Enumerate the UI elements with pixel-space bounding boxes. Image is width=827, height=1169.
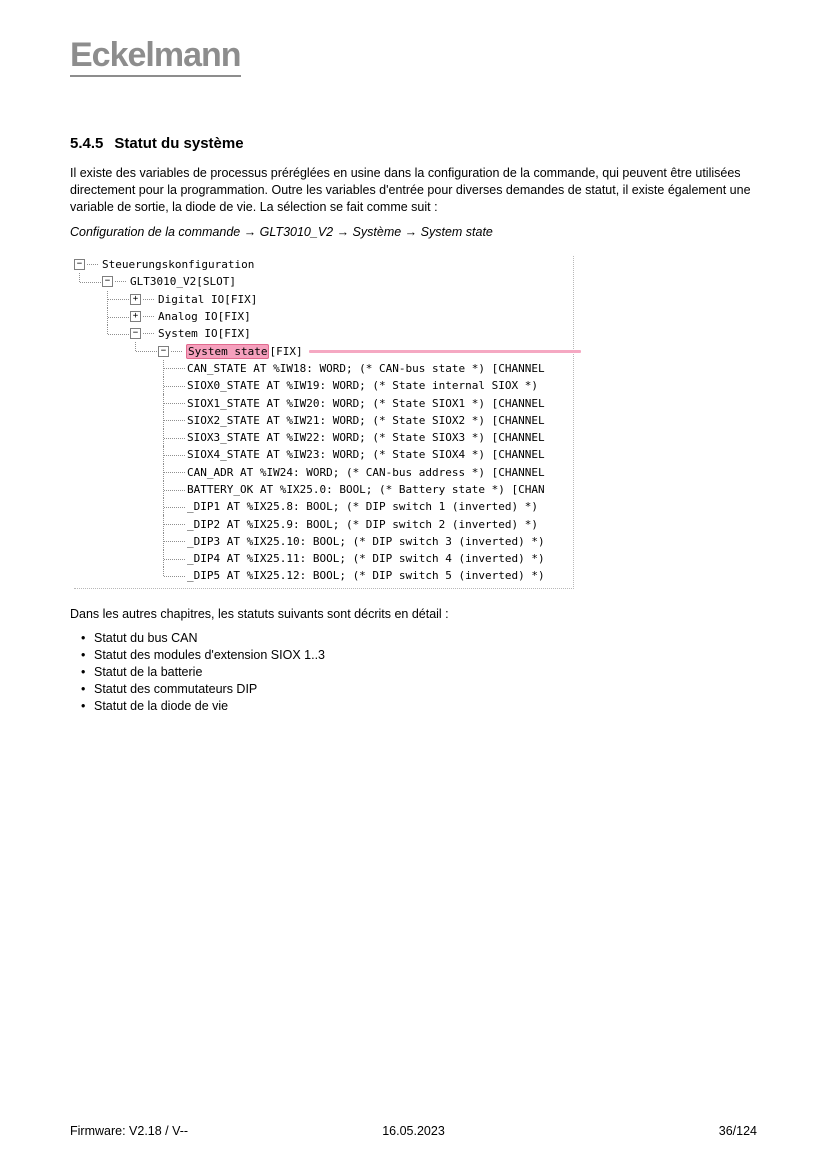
- detail-lead: Dans les autres chapitres, les statuts suivants sont décrits en détail :: [70, 606, 449, 621]
- list-item: • Statut de la diode de vie: [81, 698, 757, 715]
- tree-node-label: _DIP2 AT %IX25.9: BOOL; (* DIP switch 2 (inverted) *): [187, 517, 538, 531]
- eckelmann-logo: Eckelmann: [70, 38, 241, 77]
- list-item: • Statut des modules d'extension SIOX 1..3: [81, 647, 757, 664]
- footer-date: 16.05.2023: [382, 1124, 445, 1138]
- tree-node-label: _DIP5 AT %IX25.12: BOOL; (* DIP switch 5 (inverted) *): [187, 569, 545, 583]
- tree-node: [74, 377, 573, 394]
- tree-node-label: Steuerungskonfiguration: [102, 258, 255, 272]
- intro-paragraph: Il existe des variables de processus préréglées en usine dans la configuration de la commande, qui peuvent être utilisées directement pour la programmation. Outre les variables d'entrée pour diverses demandes de statut, il existe également une variable de sortie, la diode de vie. La sélection se fait comme suit :: [70, 166, 751, 214]
- selected-node-highlight: System state: [188, 344, 268, 358]
- status-list: [70, 630, 757, 715]
- tree-node: [74, 291, 573, 308]
- collapse-icon: −: [74, 259, 85, 270]
- expand-icon: +: [130, 294, 141, 305]
- menu-path: Configuration de la commande → GLT3010_V2 → Système → System state: [70, 225, 493, 239]
- tree-node-label: SIOX2_STATE AT %IW21: WORD; (* State SIOX2 *) [CHANNEL: [187, 413, 545, 427]
- tree-node: [74, 256, 573, 273]
- tree-node: [74, 412, 573, 429]
- tree-node-label: SIOX1_STATE AT %IW20: WORD; (* State SIOX1 *) [CHANNEL: [187, 396, 545, 410]
- tree-node-label: _DIP3 AT %IX25.10: BOOL; (* DIP switch 3 (inverted) *): [187, 534, 545, 548]
- expand-icon: +: [130, 311, 141, 322]
- tree-node: [74, 429, 573, 446]
- tree-node: [74, 533, 573, 550]
- tree-node: [74, 273, 573, 290]
- tree-node-label: System IO[FIX]: [158, 327, 251, 341]
- section-title: Statut du système: [114, 135, 244, 152]
- page-footer: [70, 1124, 757, 1138]
- tree-node: [74, 464, 573, 481]
- tree-node: [74, 308, 573, 325]
- tree-node: [74, 325, 573, 342]
- tree-node: [74, 567, 573, 584]
- section-number: 5.4.5: [70, 135, 104, 152]
- tree-node-label: _DIP1 AT %IX25.8: BOOL; (* DIP switch 1 (inverted) *): [187, 500, 538, 514]
- tree-node-label: SIOX0_STATE AT %IW19: WORD; (* State internal SIOX *): [187, 379, 538, 393]
- selection-underline: [309, 350, 581, 353]
- tree-node-label: SIOX3_STATE AT %IW22: WORD; (* State SIOX3 *) [CHANNEL: [187, 431, 545, 445]
- tree-node: [74, 515, 573, 532]
- collapse-icon: −: [102, 276, 113, 287]
- tree-node: [74, 481, 573, 498]
- tree-node-label: CAN_STATE AT %IW18: WORD; (* CAN-bus state *) [CHANNEL: [187, 361, 545, 375]
- tree: [74, 256, 573, 585]
- tree-node-label: Digital IO[FIX]: [158, 292, 258, 306]
- list-item: • Statut des commutateurs DIP: [81, 681, 757, 698]
- tree-node-label: System state [FIX]: [188, 344, 303, 358]
- tree-node-label: CAN_ADR AT %IW24: WORD; (* CAN-bus address *) [CHANNEL: [187, 465, 545, 479]
- tree-node-label: Analog IO[FIX]: [158, 310, 251, 324]
- tree-node: [74, 360, 573, 377]
- tree-node: [74, 446, 573, 463]
- tree-node-label: SIOX4_STATE AT %IW23: WORD; (* State SIOX4 *) [CHANNEL: [187, 448, 545, 462]
- collapse-icon: −: [158, 346, 169, 357]
- list-item: • Statut de la batterie: [81, 664, 757, 681]
- tree-node: [74, 394, 573, 411]
- tree-node: [74, 342, 573, 359]
- tree-node: [74, 550, 573, 567]
- tree-node-label: BATTERY_OK AT %IX25.0: BOOL; (* Battery state *) [CHAN: [187, 483, 545, 496]
- tree-node-label: GLT3010_V2[SLOT]: [130, 275, 236, 289]
- collapse-icon: −: [130, 328, 141, 339]
- footer-firmware: Firmware: V2.18 / V--: [70, 1124, 189, 1138]
- section-heading: [70, 135, 757, 152]
- tree-node-label: _DIP4 AT %IX25.11: BOOL; (* DIP switch 4 (inverted) *): [187, 552, 545, 566]
- list-item: • Statut du bus CAN: [81, 630, 757, 647]
- tree-node: [74, 498, 573, 515]
- footer-page-number: 36/124: [718, 1124, 757, 1138]
- tree-screenshot: [74, 256, 574, 589]
